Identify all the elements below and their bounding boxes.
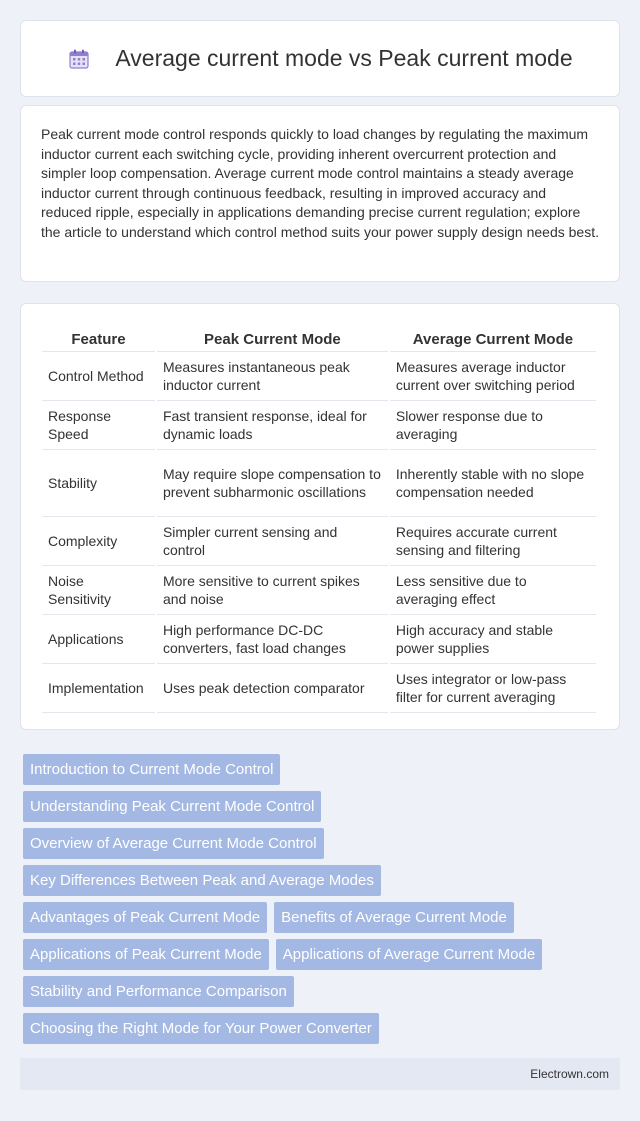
table-cell-average: Measures average inductor current over switching period (390, 352, 596, 401)
page-title: Average current mode vs Peak current mode (115, 45, 573, 71)
topic-link-peak-understanding[interactable]: Understanding Peak Current Mode Control (23, 791, 321, 822)
comparison-table-card (20, 303, 620, 730)
table-cell-average: Requires accurate current sensing and filtering (390, 517, 596, 566)
link-row (23, 754, 623, 785)
topic-link-key-differences[interactable]: Key Differences Between Peak and Average Modes (23, 865, 381, 896)
table-row (42, 401, 596, 450)
table-row (42, 352, 596, 401)
topic-link-peak-applications[interactable]: Applications of Peak Current Mode (23, 939, 269, 970)
link-row (23, 902, 623, 933)
table-cell-peak: Uses peak detection comparator (157, 664, 388, 713)
topic-link-stability[interactable]: Stability and Performance Comparison (23, 976, 294, 1007)
link-row (23, 939, 623, 970)
table-cell-average: Slower response due to averaging (390, 401, 596, 450)
table-cell-peak: Measures instantaneous peak inductor current (157, 352, 388, 401)
topic-link-intro[interactable]: Introduction to Current Mode Control (23, 754, 280, 785)
table-cell-feature: Implementation (42, 664, 155, 713)
intro-card (20, 105, 620, 282)
intro-text: Peak current mode control responds quickly to load changes by regulating the maximum inductor current each switching cycle, providing inherent overcurrent protection and simpler loop compensation. Average current mode control maintains a steady average inductor current through continuous feedback, resulting in improved accuracy and reduced ripple, especially in applications demanding precise current regulation; explore the article to understand which control method suits your power supply design needs best. (41, 126, 599, 240)
table-cell-average: Inherently stable with no slope compensation needed (390, 450, 596, 517)
topic-link-peak-advantages[interactable]: Advantages of Peak Current Mode (23, 902, 267, 933)
title-card (20, 20, 620, 97)
topic-link-average-applications[interactable]: Applications of Average Current Mode (276, 939, 542, 970)
table-cell-feature: Response Speed (42, 401, 155, 450)
link-row (23, 1013, 623, 1044)
table-cell-peak: High performance DC-DC converters, fast load changes (157, 615, 388, 664)
table-header-average: Average Current Mode (390, 322, 596, 352)
table-cell-average: Less sensitive due to averaging effect (390, 566, 596, 615)
table-cell-peak: More sensitive to current spikes and noise (157, 566, 388, 615)
topic-links (23, 754, 623, 1050)
table-row (42, 664, 596, 713)
footer (20, 1058, 620, 1090)
link-row (23, 828, 623, 859)
table-cell-feature: Stability (42, 450, 155, 517)
topic-link-average-overview[interactable]: Overview of Average Current Mode Control (23, 828, 324, 859)
table-header-feature: Feature (42, 322, 155, 352)
footer-site-link[interactable]: Electrown.com (530, 1067, 609, 1081)
table-cell-average: Uses integrator or low-pass filter for current averaging (390, 664, 596, 713)
table-row (42, 450, 596, 517)
table-header-row (42, 322, 596, 352)
topic-link-average-benefits[interactable]: Benefits of Average Current Mode (274, 902, 514, 933)
table-cell-peak: Simpler current sensing and control (157, 517, 388, 566)
table-header-peak: Peak Current Mode (157, 322, 388, 352)
comparison-table (40, 322, 598, 713)
link-row (23, 976, 623, 1007)
table-cell-average: High accuracy and stable power supplies (390, 615, 596, 664)
link-row (23, 791, 623, 822)
table-cell-feature: Complexity (42, 517, 155, 566)
table-cell-feature: Control Method (42, 352, 155, 401)
table-row (42, 517, 596, 566)
link-row (23, 865, 623, 896)
table-cell-peak: Fast transient response, ideal for dynamic loads (157, 401, 388, 450)
topic-link-choosing[interactable]: Choosing the Right Mode for Your Power Converter (23, 1013, 379, 1044)
calendar-icon (67, 47, 91, 71)
table-cell-feature: Noise Sensitivity (42, 566, 155, 615)
table-cell-peak: May require slope compensation to prevent subharmonic oscillations (157, 450, 388, 517)
table-row (42, 615, 596, 664)
table-cell-feature: Applications (42, 615, 155, 664)
table-row (42, 566, 596, 615)
